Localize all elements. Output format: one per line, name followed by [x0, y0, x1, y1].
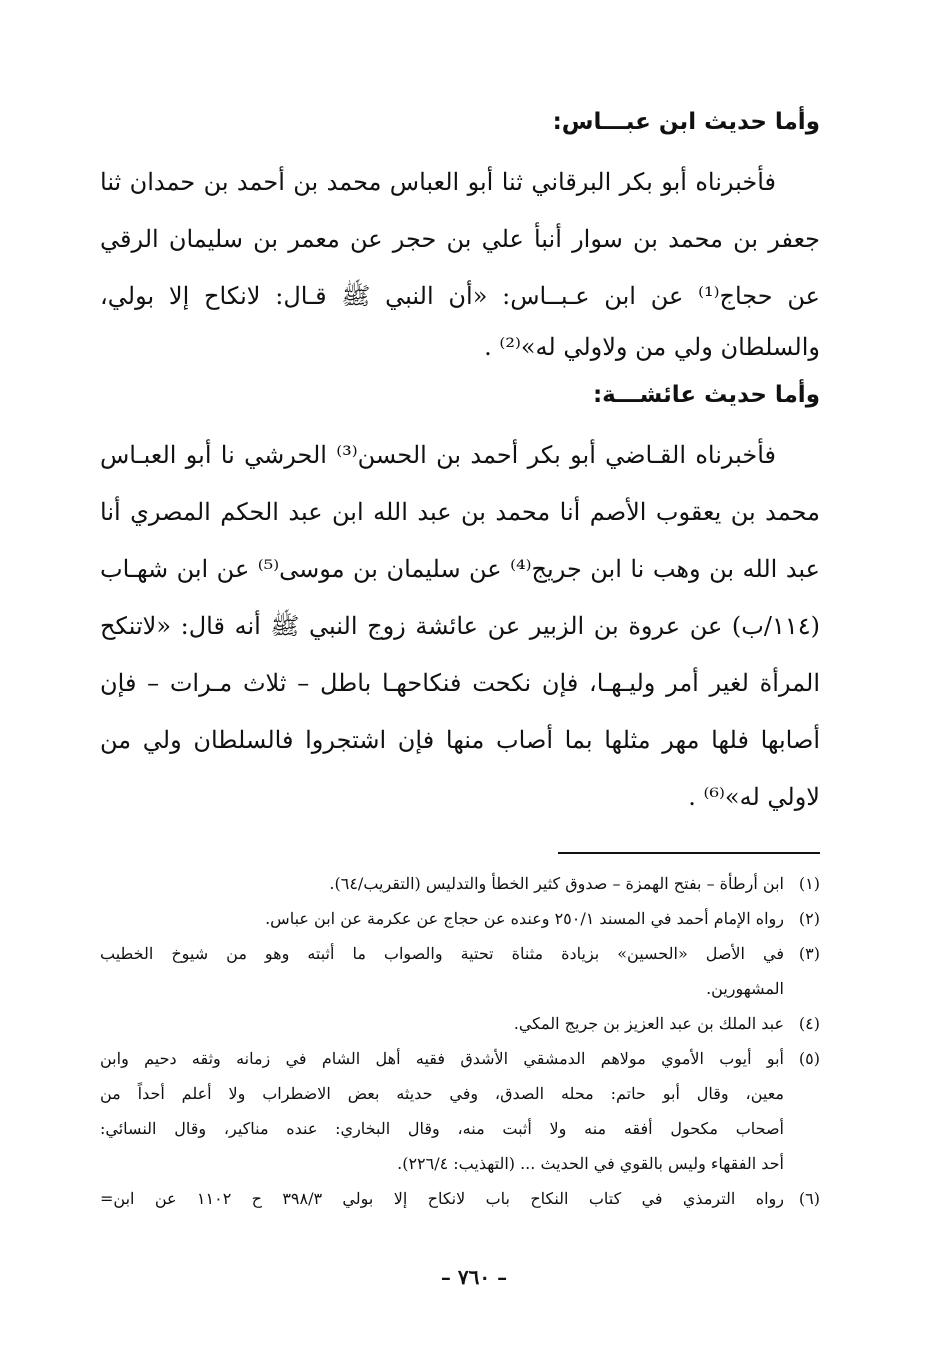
page-number: – ٧٦٠ –: [440, 1265, 508, 1289]
footnote-3: [100, 936, 820, 971]
footnote-text: عبد الملك بن عبد العزيز بن جريج المكي.: [513, 1014, 784, 1033]
text-line: أصابها فلها مهر مثلها بما أصاب منها فإن اشتجروا فالسلطان ولي من: [100, 726, 820, 754]
text-line: عن حجاج⁽¹⁾ عن ابن عـبــاس: «أن النبي ﷺ قـال: لانكاح إلا بولي،: [100, 282, 820, 310]
section-heading-ibn-abbas: وأما حديث ابن عبـــاس:: [552, 109, 820, 135]
footnote-separator: [558, 852, 820, 854]
footnote-1: [100, 866, 820, 901]
section-heading-aisha: وأما حديث عائشـــة:: [592, 382, 820, 408]
footnote-4: [100, 1006, 820, 1041]
text-line: فأخبرناه القـاضي أبو بكر أحمد بن الحسن⁽³⁾ الحرشي نا أبو العبـاس: [100, 441, 776, 469]
footnote-3-continuation: المشهورين.: [706, 979, 784, 998]
footnote-5-continuation: أحد الفقهاء وليس بالقوي في الحديث ... (التهذيب: ٢٢٦/٤).: [397, 1154, 784, 1173]
text-line: (١١٤/ب) عن عروة بن الزبير عن عائشة زوج النبي ﷺ أنه قال: «لاتنكح: [100, 612, 820, 640]
footnote-2: [100, 901, 820, 936]
footnote-5: [100, 1041, 820, 1076]
footnote-number: (١): [798, 874, 820, 893]
text-line: عبد الله بن وهب نا ابن جريج⁽⁴⁾ عن سليمان بن موسى⁽⁵⁾ عن ابن شهـاب: [100, 555, 820, 583]
footnote-text: ابن أرطأة – بفتح الهمزة – صدوق كثير الخطأ والتدليس (التقريب/٦٤).: [329, 874, 784, 893]
text-line: فأخبرناه أبو بكر البرقاني ثنا أبو العباس محمد بن أحمد بن حمدان ثنا: [100, 168, 776, 196]
footnotes: [100, 866, 820, 1216]
footnote-5-continuation: أصحاب مكحول أفقه منه ولا أثبت منه، وقال البخاري: عنده مناكير، وقال النسائي:: [100, 1119, 784, 1138]
text-line: المرأة لغير أمر وليـهـا، فإن نكحت فنكاحهـا باطل – ثلاث مـرات – فإن: [100, 669, 820, 697]
footnote-number: (٢): [798, 909, 820, 928]
text-line: لاولي له»⁽⁶⁾ .: [688, 783, 820, 811]
text-line: والسلطان ولي من ولاولي له»⁽²⁾ .: [484, 333, 820, 361]
footnote-5-continuation: معين، وقال أبو حاتم: محله الصدق، وفي حديثه بعض الاضطراب ولا أعلم أحداً من: [100, 1084, 784, 1103]
page: [100, 100, 820, 1320]
footnote-text: رواه الترمذي في كتاب النكاح باب لانكاح إلا بولي ٣٩٨/٣ ح ١١٠٢ عن ابن=: [100, 1189, 785, 1208]
footnote-text: رواه الإمام أحمد في المسند ٢٥٠/١ وعنده عن حجاج عن عكرمة عن ابن عباس.: [265, 909, 784, 928]
footnote-number: (٦): [798, 1189, 821, 1208]
text-line: جعفر بن محمد بن سوار أنبأ علي بن حجر عن معمر بن سليمان الرقي: [100, 225, 820, 253]
footnote-number: (٤): [798, 1014, 820, 1033]
footnote-number: (٥): [798, 1049, 820, 1068]
paragraph-ibn-abbas: [100, 154, 820, 369]
footnote-text: في الأصل «الحسين» بزيادة مثناة تحتية والصواب ما أثبته وهو من شيوخ الخطيب: [100, 944, 784, 963]
text-line: محمد بن يعقوب الأصم أنا محمد بن عبد الله ابن عبد الحكم المصري أنا: [100, 498, 820, 526]
footnote-number: (٣): [798, 944, 820, 963]
footnote-6: [100, 1181, 820, 1216]
footnote-text: أبو أيوب الأموي مولاهم الدمشقي الأشدق فقيه أهل الشام في زمانه وثقه دحيم وابن: [100, 1049, 784, 1068]
paragraph-aisha: [100, 427, 820, 826]
